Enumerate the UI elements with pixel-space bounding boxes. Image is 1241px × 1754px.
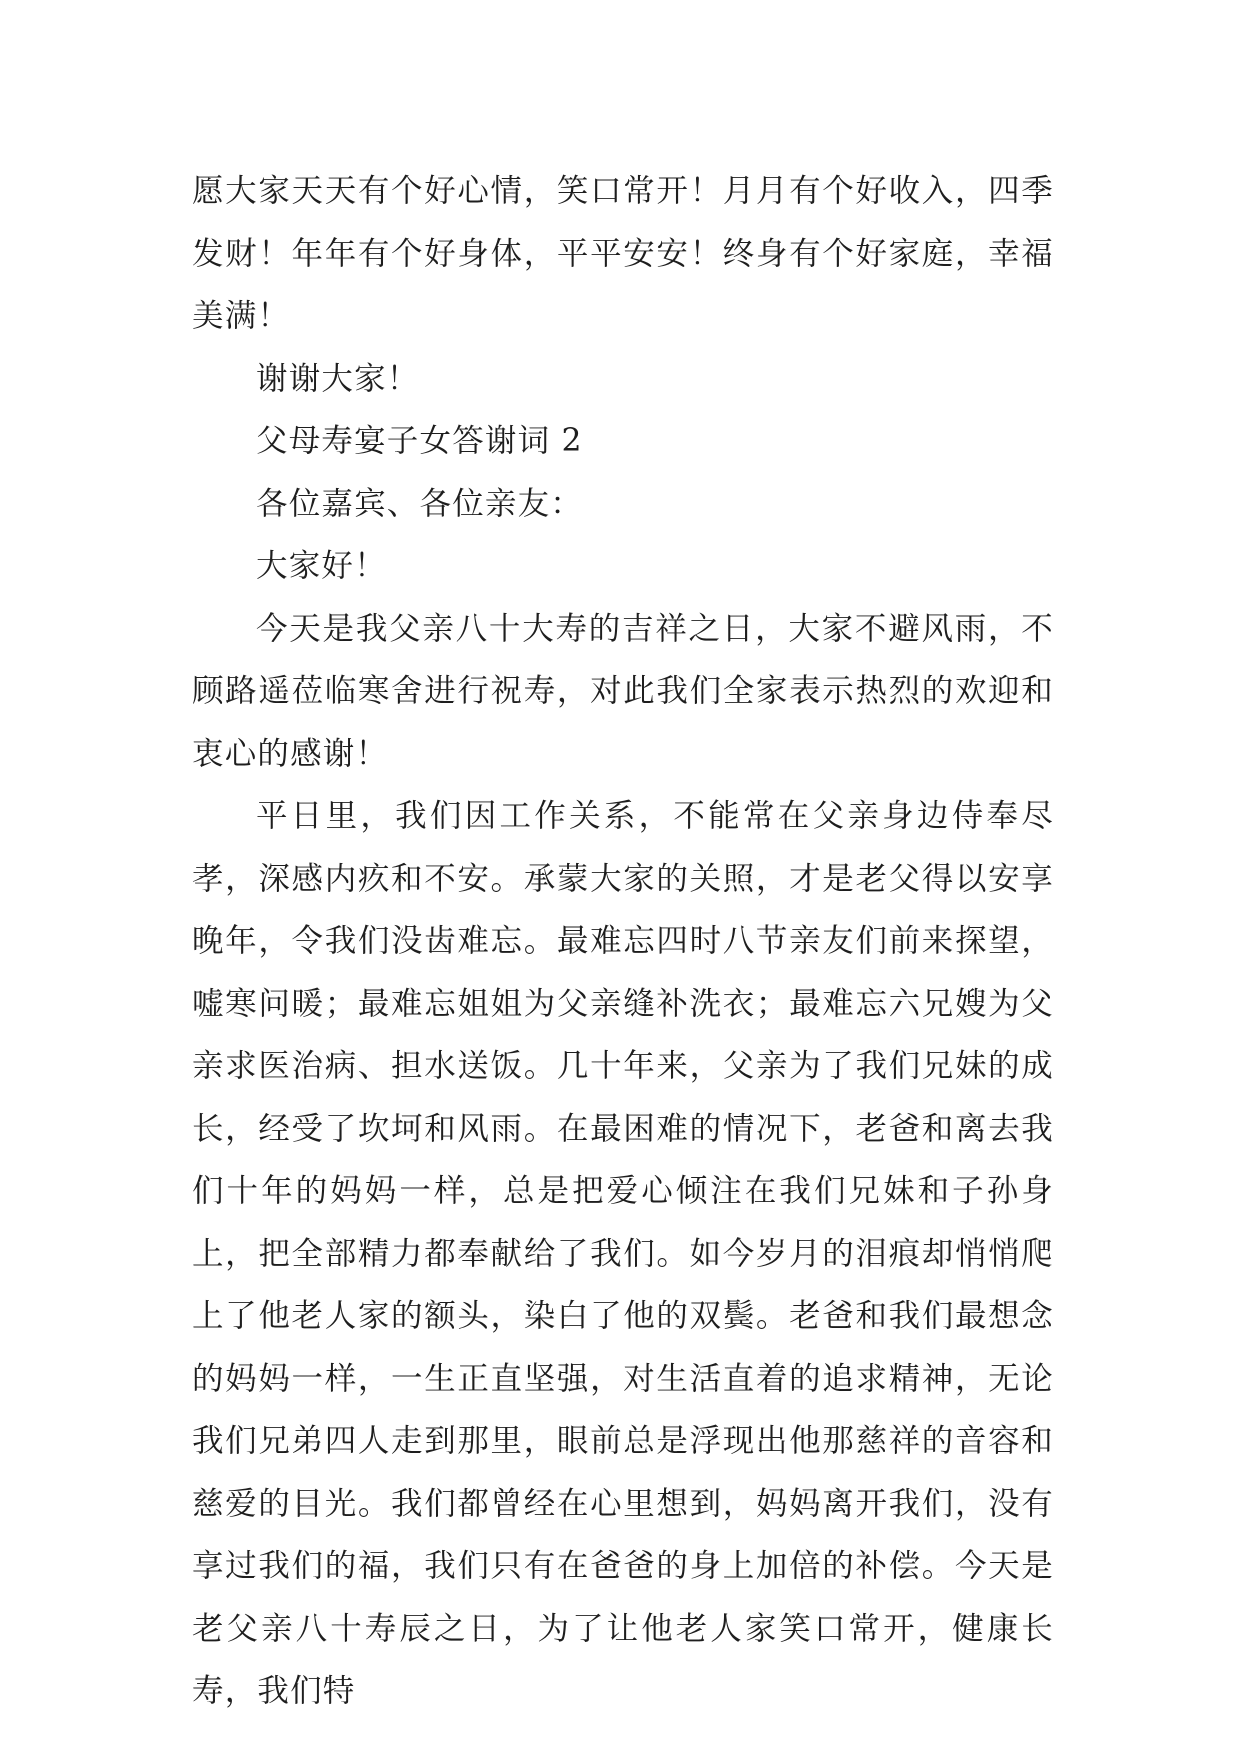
section-title: 父母寿宴子女答谢词 2: [256, 423, 583, 459]
paragraph-welcome: 今天是我父亲八十大寿的吉祥之日，大家不避风雨，不顾路遥莅临寒舍进行祝寿，对此我们全家表示热烈的欢迎和衷心的感谢！: [192, 610, 1054, 772]
paragraph-body: 平日里，我们因工作关系，不能常在父亲身边侍奉尽孝，深感内疚和不安。承蒙大家的关照，才是老父得以安享晚年，令我们没齿难忘。最难忘四时八节亲友们前来探望，嘘寒问暖；最难忘姐姐为父亲缝补洗衣；最难忘六兄嫂为父亲求医治病、担水送饭。几十年来，父亲为了我们兄妹的成长，经受了坎坷和风雨。在最困难的情况下，老爸和离去我们十年的妈妈一样，总是把爱心倾注在我们兄妹和子孙身上，把全部精力都奉献给了我们。如今岁月的泪痕却悄悄爬上了他老人家的额头，染白了他的双鬓。老爸和我们最想念的妈妈一样，一生正直坚强，对生活直着的追求精神，无论我们兄弟四人走到那里，眼前总是浮现出他那慈祥的音容和慈爱的目光。我们都曾经在心里想到，妈妈离开我们，没有享过我们的福，我们只有在爸爸的身上加倍的补偿。今天是老父亲八十寿辰之日，为了让他老人家笑口常开，健康长寿，我们特: [192, 798, 1054, 1709]
paragraph-greeting: 大家好！: [256, 548, 387, 584]
paragraph-salutation: 各位嘉宾、各位亲友：: [256, 485, 584, 522]
document-page: [192, 160, 1054, 1723]
paragraph-thanks: 谢谢大家！: [256, 360, 420, 397]
paragraph-blessing: 愿大家天天有个好心情，笑口常开！月月有个好收入，四季发财！年年有个好身体，平平安安！终身有个好家庭，幸福美满！: [192, 173, 1054, 334]
